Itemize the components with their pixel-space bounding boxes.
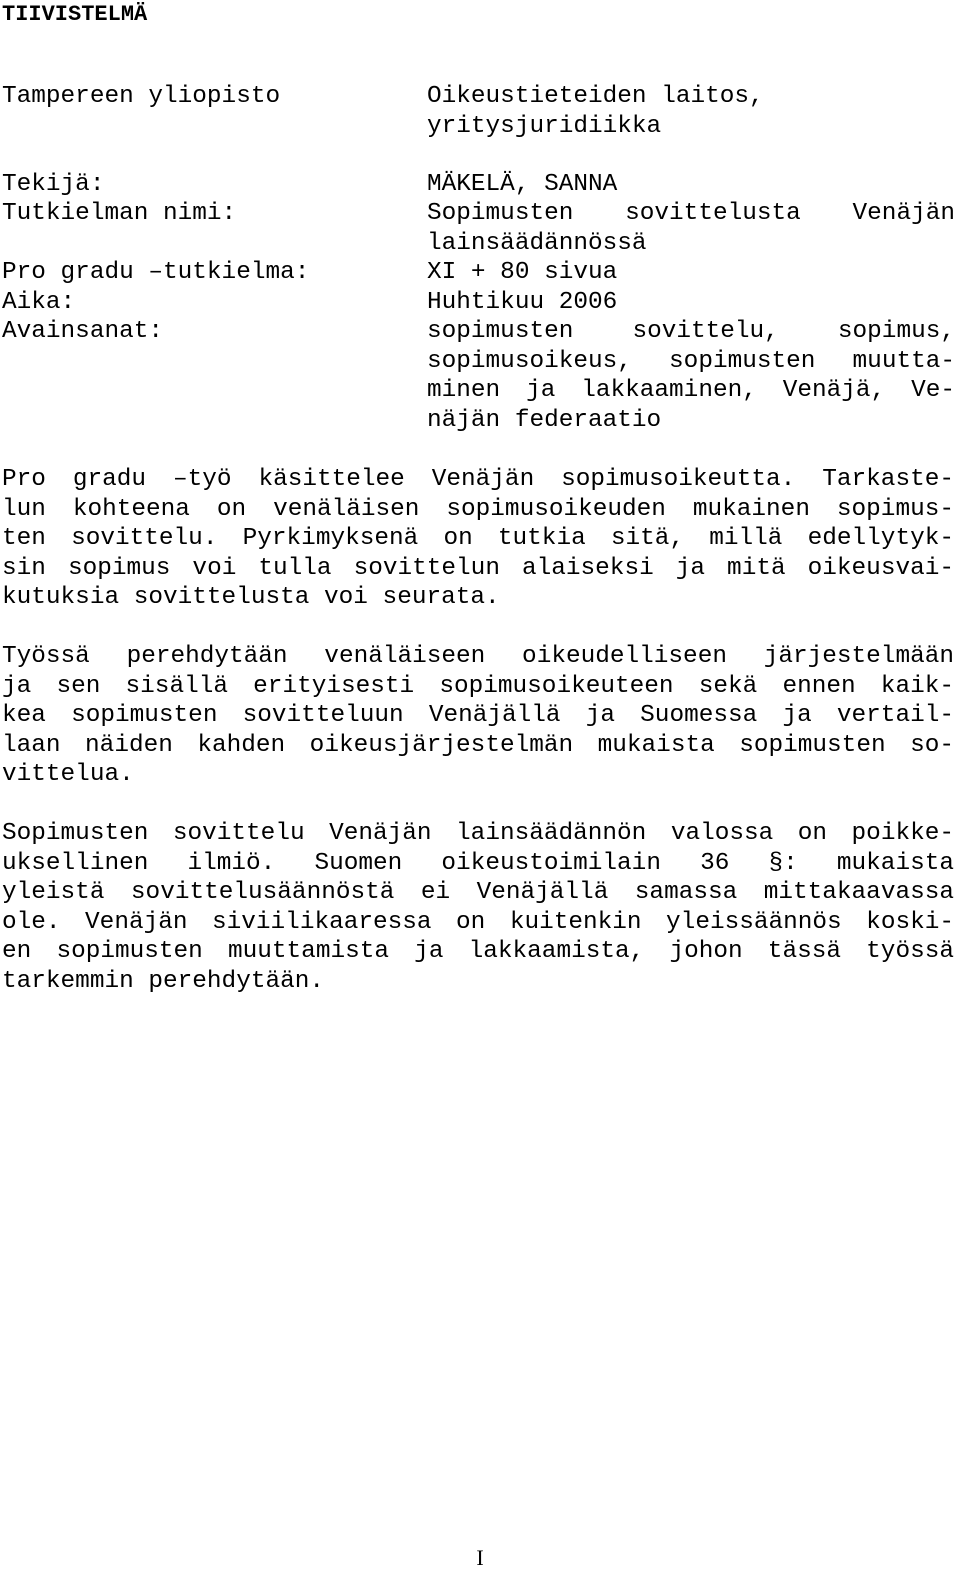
paragraph-line: en sopimusten muuttamista ja lakkaamista, johon tässä työssä: [2, 938, 954, 965]
keywords-line: minen ja lakkaaminen, Venäjä, Ve-: [427, 377, 955, 404]
paragraph-line: kutuksia sovittelusta voi seurata.: [2, 584, 500, 611]
title-line: lainsäädännössä: [427, 229, 647, 257]
paragraph-line: tarkemmin perehdytään.: [2, 967, 325, 995]
paragraph-line: uksellinen ilmiö. Suomen oikeustoimilain 36 §: mukaista: [2, 849, 954, 877]
author-label: Tekijä:: [2, 171, 105, 198]
department: [427, 82, 955, 141]
date-label: Aika:: [2, 289, 76, 316]
paragraph-line: kea sopimusten sovitteluun Venäjällä ja Suomessa ja vertail-: [2, 702, 954, 729]
thesis-type-value: [427, 258, 955, 288]
date-value: [427, 288, 955, 318]
date-text: Huhtikuu 2006: [427, 289, 618, 316]
author-name: MÄKELÄ, SANNA: [427, 171, 618, 198]
page-count: XI + 80 sivua: [427, 259, 618, 286]
university-name: Tampereen yliopisto: [2, 83, 281, 110]
department-line: yritysjuridiikka: [427, 112, 662, 140]
paragraph-line: ja sen sisällä erityisesti sopimusoikeuteen sekä ennen kaik-: [2, 672, 954, 700]
paragraph-line: Pro gradu –työ käsittelee Venäjän sopimusoikeutta. Tarkaste-: [2, 466, 954, 493]
abstract-paragraph: [2, 819, 954, 996]
keywords-value: [427, 317, 955, 435]
paragraph-line: Työssä perehdytään venäläiseen oikeudelliseen järjestelmään: [2, 643, 954, 670]
keywords-line: näjän federaatio: [427, 406, 662, 434]
keywords-label: Avainsanat:: [2, 318, 164, 345]
paragraph-line: Sopimusten sovittelu Venäjän lainsäädännön valossa on poikke-: [2, 820, 954, 847]
title-line: Sopimusten sovittelusta Venäjän: [427, 200, 955, 227]
thesis-type-label: Pro gradu –tutkielma:: [2, 259, 310, 286]
paragraph-line: sin sopimus voi tulla sovittelun alaiseksi ja mitä oikeusvai-: [2, 554, 954, 582]
paragraph-line: lun kohteena on venäläisen sopimusoikeuden mukainen sopimus-: [2, 495, 954, 523]
abstract-paragraph: [2, 642, 954, 790]
author-value: [427, 170, 955, 200]
abstract-paragraph: [2, 465, 954, 613]
title-value: [427, 199, 955, 258]
paragraph-line: laan näiden kahden oikeusjärjestelmän mukaista sopimusten so-: [2, 731, 954, 759]
keywords-line: sopimusoikeus, sopimusten muutta-: [427, 347, 955, 375]
department-line: Oikeustieteiden laitos,: [427, 83, 764, 110]
page-number: I: [476, 1545, 484, 1570]
title-label: Tutkielman nimi:: [2, 200, 237, 227]
paragraph-line: yleistä sovittelusäännöstä ei Venäjällä samassa mittakaavassa: [2, 879, 954, 906]
abstract-heading: TIIVISTELMÄ: [2, 2, 148, 27]
paragraph-line: ole. Venäjän siviilikaaressa on kuitenkin yleissäännös koski-: [2, 908, 954, 936]
paragraph-line: vittelua.: [2, 761, 134, 788]
paragraph-line: ten sovittelu. Pyrkimyksenä on tutkia sitä, millä edellytyk-: [2, 525, 954, 552]
keywords-line: sopimusten sovittelu, sopimus,: [427, 318, 955, 345]
